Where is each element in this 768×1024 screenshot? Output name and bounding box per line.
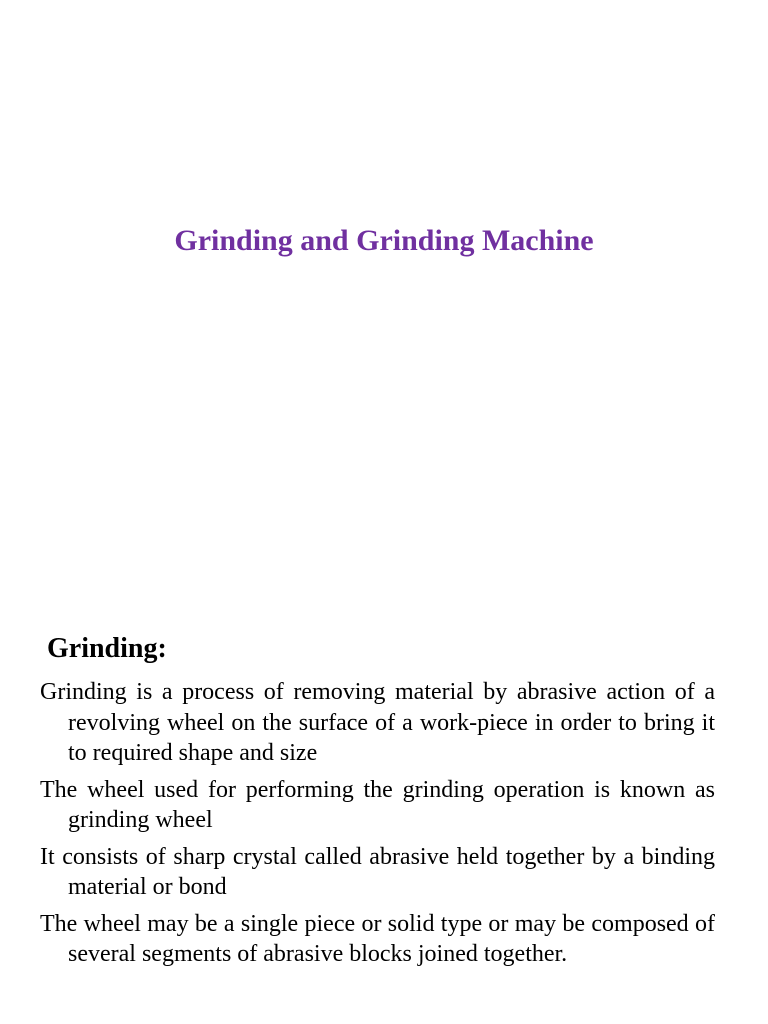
- page-title: Grinding and Grinding Machine: [174, 224, 594, 257]
- paragraph-wheel-types: The wheel may be a single piece or solid type or may be composed of several segments of abrasive blocks joined together.: [40, 910, 715, 967]
- paragraph-abrasive: It consists of sharp crystal called abrasive held together by a binding material or bond: [40, 843, 715, 900]
- section-heading: Grinding:: [47, 633, 167, 664]
- paragraph-list: [40, 677, 715, 976]
- paragraph-definition: Grinding is a process of removing material by abrasive action of a revolving wheel on the surface of a work-piece in order to bring it to required shape and size: [40, 679, 715, 766]
- paragraph-grinding-wheel: The wheel used for performing the grinding operation is known as grinding wheel: [40, 776, 715, 833]
